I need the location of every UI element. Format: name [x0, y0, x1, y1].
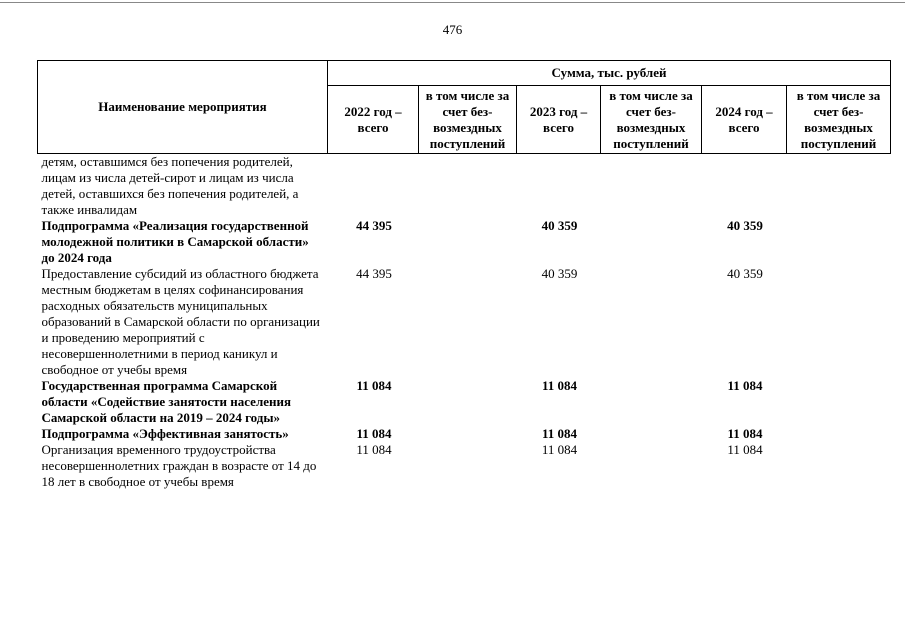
table-row [38, 266, 891, 378]
value-2022: 11 084 [356, 378, 392, 393]
grants-2023 [601, 378, 702, 426]
grants-2023 [601, 442, 702, 490]
row-name: Подпрограмма «Реализация государственной молодежной политики в Самарской области» до 2024 года [41, 218, 309, 265]
value-2023: 11 084 [541, 442, 578, 457]
grants-2022 [419, 218, 517, 266]
header-sum-group: Сумма, тыс. рублей [328, 61, 891, 86]
grants-2024 [787, 378, 891, 426]
value-2023: 40 359 [541, 266, 578, 281]
header-2023-total: 2023 год – всего [517, 86, 601, 154]
row-name: Организация временного трудоустройства несовершеннолетних граждан в возрасте от 14 до 18 лет в свободное от учебы время [41, 442, 317, 489]
header-2022-grants: в том числе за счет без-возмездных поступлений [419, 86, 517, 154]
row-name: Предоставление субсидий из областного бюджета местным бюджетам в целях софинансирования расходных обязательств муниципальных образований в Самарской области по организации и проведению мероприятий с несовершеннолетними в период каникул и свободное от учебы время [41, 266, 320, 377]
value-2022: 11 084 [356, 426, 392, 441]
row-name: Подпрограмма «Эффективная занятость» [41, 426, 289, 441]
row-name: Государственная программа Самарской области «Содействие занятости населения Самарской области на 2019 – 2024 годы» [41, 378, 292, 425]
header-2022-total: 2022 год – всего [328, 86, 419, 154]
grants-2023 [601, 426, 702, 442]
grants-2023 [601, 154, 702, 219]
value-2024: 11 084 [727, 426, 763, 441]
header-name: Наименование мероприятия [38, 61, 328, 154]
value-2024: 11 084 [727, 442, 763, 457]
row-name: детям, оставшимся без попечения родителей, лицам из числа детей-сирот и лицам из числа детей, оставшихся без попечения родителей, а также инвалидам [41, 154, 299, 217]
value-2024 [702, 154, 787, 219]
grants-2022 [419, 442, 517, 490]
table-row [38, 426, 891, 442]
page-number: 476 [442, 22, 463, 37]
grants-2022 [419, 266, 517, 378]
grants-2024 [787, 266, 891, 378]
header-2024-grants: в том числе за счет без-возмездных поступлений [787, 86, 891, 154]
value-2024: 40 359 [727, 266, 763, 281]
value-2024: 11 084 [727, 378, 763, 393]
table-row [38, 154, 891, 219]
grants-2024 [787, 426, 891, 442]
grants-2024 [787, 442, 891, 490]
value-2023: 40 359 [541, 218, 578, 233]
value-2022 [328, 154, 419, 219]
grants-2023 [601, 218, 702, 266]
value-2023: 11 084 [541, 426, 578, 441]
grants-2022 [419, 378, 517, 426]
grants-2024 [787, 218, 891, 266]
table-row [38, 378, 891, 426]
value-2023: 11 084 [541, 378, 578, 393]
value-2022: 44 395 [356, 218, 392, 233]
header-2023-grants: в том числе за счет без-возмездных поступлений [601, 86, 702, 154]
budget-table [37, 60, 891, 490]
grants-2024 [787, 154, 891, 219]
value-2024: 40 359 [727, 218, 763, 233]
table-row [38, 218, 891, 266]
value-2022: 44 395 [356, 266, 392, 281]
value-2022: 11 084 [356, 442, 392, 457]
header-2024-total: 2024 год – всего [702, 86, 787, 154]
value-2023 [517, 154, 601, 219]
top-border-line [0, 2, 905, 3]
grants-2022 [419, 154, 517, 219]
grants-2022 [419, 426, 517, 442]
grants-2023 [601, 266, 702, 378]
table-row [38, 442, 891, 490]
